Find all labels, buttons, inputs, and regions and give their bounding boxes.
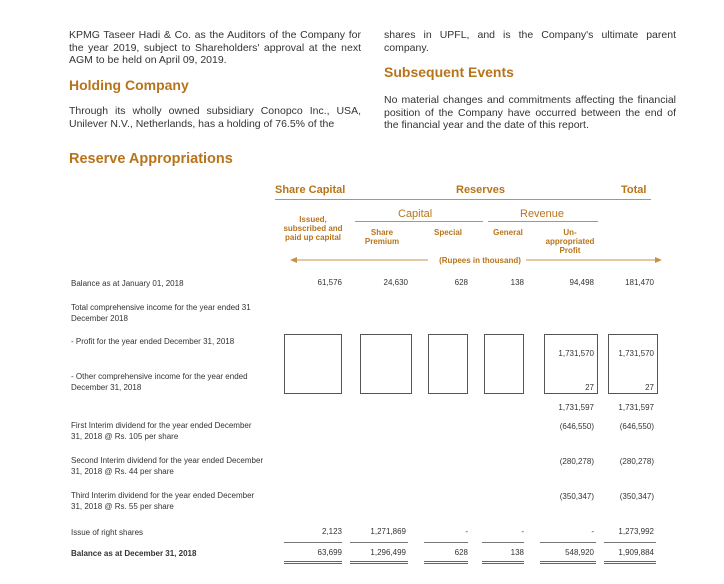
closing-top-rule-2 [350, 542, 408, 543]
rights-issued-value: 2,123 [321, 527, 342, 536]
header-rule [275, 199, 651, 200]
rights-profit-value: - [591, 527, 594, 536]
closing-total-value: 1,909,884 [618, 548, 654, 557]
general-header: General [493, 228, 523, 237]
capital-rule [355, 221, 483, 222]
intro-right-text: shares in UPFL, and is the Company's ultimate parent company. [384, 29, 676, 54]
closing-top-rule-6 [604, 542, 656, 543]
third-dividend-total-value: (350,347) [619, 492, 654, 501]
closing-double-rule-5 [540, 561, 596, 564]
opening-general-value: 138 [510, 278, 524, 287]
share-premium-header: Share Premium [364, 228, 400, 246]
closing-double-rule-6 [604, 561, 656, 564]
closing-issued-value: 63,699 [317, 548, 342, 557]
capital-subheader: Capital [398, 208, 433, 220]
opening-profit-value: 94,498 [569, 278, 594, 287]
general-empty-box [484, 334, 524, 394]
rupees-unit-label: (Rupees in thousand) [439, 256, 521, 265]
special-header: Special [433, 228, 462, 237]
closing-top-rule-1 [284, 542, 342, 543]
closing-double-rule-3 [424, 561, 468, 564]
first-dividend-total-value: (646,550) [619, 422, 654, 431]
second-dividend-total-value: (280,278) [619, 457, 654, 466]
closing-double-rule-4 [482, 561, 524, 564]
special-empty-box [428, 334, 468, 394]
revenue-rule [488, 221, 598, 222]
closing-special-value: 628 [454, 548, 468, 557]
oci-label: - Other comprehensive income for the year ended December 31, 2018 [71, 372, 248, 392]
holding-company-text: Through its wholly owned subsidiary Conopco Inc., USA, Unilever N.V., Netherlands, has a holding of 76.5% of the [69, 105, 361, 130]
closing-double-rule-2 [350, 561, 408, 564]
subtotal-value: 1,731,597 [558, 403, 594, 412]
intro-left-text: KPMG Taseer Hadi & Co. as the Auditors of the Company for the year 2019, subject to Shareholders' approval at the next AGM to be held on April 09, 2019. [69, 29, 361, 66]
total-header: Total [621, 184, 647, 196]
unappropriated-profit-header: Un-appropriated Profit [545, 228, 595, 255]
rights-special-value: - [465, 527, 468, 536]
subsequent-events-heading: Subsequent Events [384, 64, 514, 80]
oci-total-value: 27 [645, 383, 654, 392]
third-dividend-value: (350,347) [559, 492, 594, 501]
second-dividend-value: (280,278) [559, 457, 594, 466]
issued-capital-header: Issued, subscribed and paid up capital [283, 215, 343, 242]
closing-balance-label: Balance as at December 31, 2018 [71, 549, 197, 558]
revenue-subheader: Revenue [520, 208, 565, 220]
second-dividend-label: Second Interim dividend for the year ended December 31, 2018 @ Rs. 44 per share [71, 456, 264, 476]
opening-premium-value: 24,630 [383, 278, 408, 287]
rights-issue-label: Issue of right shares [71, 528, 144, 537]
premium-empty-box [360, 334, 412, 394]
rights-premium-value: 1,271,869 [370, 527, 406, 536]
closing-general-value: 138 [510, 548, 524, 557]
opening-total-value: 181,470 [625, 278, 654, 287]
profit-total-value: 1,731,570 [618, 349, 654, 358]
tci-label: Total comprehensive income for the year ended 31 December 2018 [71, 303, 251, 323]
share-capital-header: Share Capital [275, 184, 346, 196]
closing-top-rule-3 [424, 542, 468, 543]
first-dividend-label: First Interim dividend for the year ended December 31, 2018 @ Rs. 105 per share [71, 421, 252, 441]
subsequent-events-text: No material changes and commitments affecting the financial position of the Company have occurred between the end of the financial year and the date of this report. [384, 94, 676, 131]
first-dividend-value: (646,550) [559, 422, 594, 431]
closing-premium-value: 1,296,499 [370, 548, 406, 557]
holding-company-heading: Holding Company [69, 77, 189, 93]
profit-for-year-label: - Profit for the year ended December 31, 2018 [71, 337, 235, 346]
issued-empty-box [284, 334, 342, 394]
profit-value: 1,731,570 [558, 349, 594, 358]
opening-issued-value: 61,576 [317, 278, 342, 287]
closing-top-rule-4 [482, 542, 524, 543]
rights-total-value: 1,273,992 [618, 527, 654, 536]
closing-double-rule-1 [284, 561, 342, 564]
closing-top-rule-5 [540, 542, 596, 543]
opening-balance-label: Balance as at January 01, 2018 [71, 279, 184, 288]
rights-general-value: - [521, 527, 524, 536]
subtotal-total-value: 1,731,597 [618, 403, 654, 412]
oci-value: 27 [585, 383, 594, 392]
closing-profit-value: 548,920 [565, 548, 594, 557]
opening-special-value: 628 [454, 278, 468, 287]
third-dividend-label: Third Interim dividend for the year ended December 31, 2018 @ Rs. 55 per share [71, 491, 255, 511]
reserve-appropriations-heading: Reserve Appropriations [69, 151, 233, 167]
reserves-header: Reserves [456, 184, 505, 196]
